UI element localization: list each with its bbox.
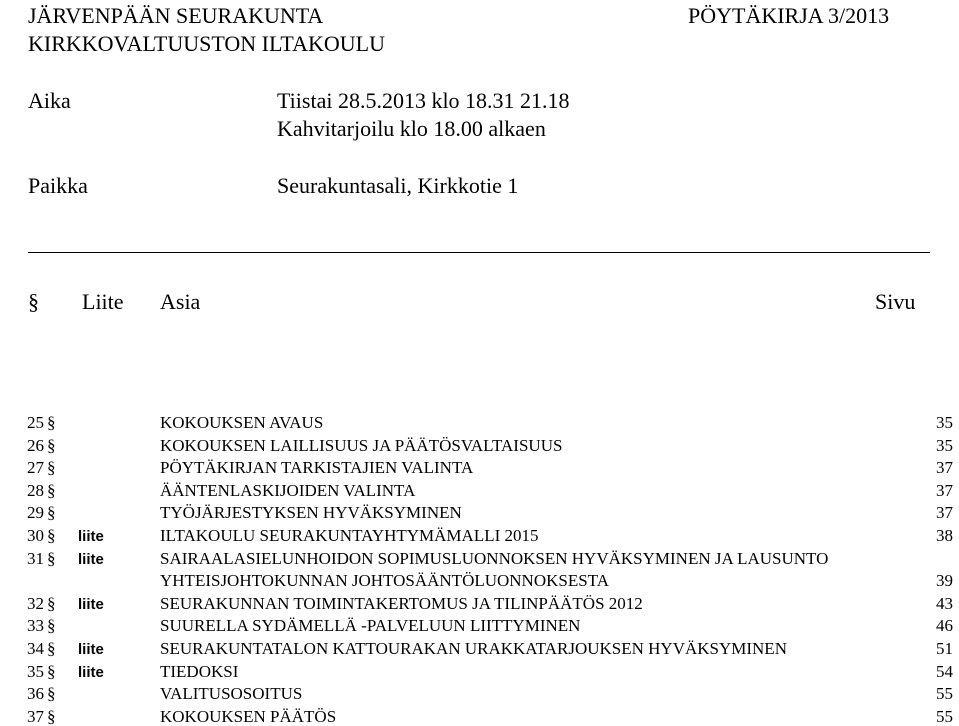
item-number: 27 [27, 458, 44, 478]
item-number: 29 [27, 503, 44, 523]
place-label: Paikka [28, 173, 88, 198]
table-row [27, 458, 953, 478]
table-row [27, 503, 953, 523]
section-symbol: § [47, 435, 56, 455]
item-page: 39 [936, 571, 953, 591]
time-label: Aika [28, 88, 71, 113]
item-number: 36 [27, 684, 44, 704]
column-header-topic: Asia [160, 289, 201, 314]
table-row [27, 639, 953, 659]
table-row [27, 436, 953, 456]
document-title: PÖYTÄKIRJA 3/2013 [688, 3, 890, 28]
item-number: 26 [27, 435, 44, 455]
section-symbol: § [47, 661, 56, 681]
item-title: PÖYTÄKIRJAN TARKISTAJIEN VALINTA [160, 458, 474, 478]
item-number: 33 [27, 616, 44, 636]
item-number: 34 [27, 639, 44, 658]
item-page: 51 [936, 639, 953, 658]
attachment-marker: liite [78, 595, 104, 613]
section-symbol: § [47, 639, 56, 658]
item-page: 54 [936, 661, 953, 681]
item-title: KOKOUKSEN AVAUS [160, 413, 324, 432]
attachment-marker: liite [78, 528, 104, 545]
item-title: ILTAKOULU SEURAKUNTAYHTYMÄMALLI 2015 [160, 526, 539, 545]
column-header-section: § [28, 289, 39, 314]
table-row [27, 526, 953, 546]
section-symbol: § [47, 503, 56, 523]
item-title: YHTEISJOHTOKUNNAN JOHTOSÄÄNTÖLUONNOKSESTA [160, 571, 609, 591]
item-page: 37 [936, 458, 953, 478]
item-title: VALITUSOSOITUS [160, 684, 303, 704]
item-number: 32 [27, 593, 44, 613]
item-title: TIEDOKSI [160, 661, 239, 681]
table-row [27, 684, 953, 704]
attachment-marker: liite [78, 663, 104, 681]
item-number: 28 [27, 480, 44, 500]
table-row [27, 481, 953, 501]
table-row [27, 413, 953, 433]
time-value: Tiistai 28.5.2013 klo 18.31 21.18 [277, 88, 570, 113]
organization-name: JÄRVENPÄÄN SEURAKUNTA [28, 3, 324, 28]
item-title: SUURELLA SYDÄMELLÄ -PALVELUUN LIITTYMINEN [160, 616, 581, 636]
item-title: KOKOUKSEN PÄÄTÖS [160, 706, 337, 726]
column-header-page: Sivu [875, 289, 916, 314]
item-page: 38 [936, 526, 953, 545]
section-symbol: § [47, 458, 56, 478]
item-page: 35 [936, 435, 953, 455]
table-row [27, 707, 953, 726]
section-symbol: § [47, 480, 56, 500]
meeting-name: KIRKKOVALTUUSTON ILTAKOULU [28, 31, 385, 56]
table-row [27, 662, 953, 682]
item-number: 35 [27, 661, 44, 681]
item-title: SEURAKUNTATALON KATTOURAKAN URAKKATARJOUKSEN HYVÄKSYMINEN [160, 639, 787, 658]
item-number: 30 [27, 526, 44, 545]
item-title: SEURAKUNNAN TOIMINTAKERTOMUS JA TILINPÄÄTÖS 2012 [160, 593, 643, 613]
place-value: Seurakuntasali, Kirkkotie 1 [277, 173, 519, 198]
item-page: 55 [936, 684, 953, 704]
section-symbol: § [47, 706, 56, 726]
section-symbol: § [47, 593, 56, 613]
item-number: 25 [27, 413, 44, 432]
item-page: 55 [936, 706, 953, 726]
item-title: KOKOUKSEN LAILLISUUS JA PÄÄTÖSVALTAISUUS [160, 435, 563, 455]
item-page: 37 [936, 503, 953, 523]
section-symbol: § [47, 548, 56, 568]
item-page: 35 [936, 413, 953, 432]
item-number: 37 [27, 706, 44, 726]
item-page: 37 [936, 480, 953, 500]
section-symbol: § [47, 526, 56, 545]
table-row [27, 594, 953, 614]
column-header-attachment: Liite [82, 289, 124, 314]
attachment-marker: liite [78, 550, 104, 568]
table-row [27, 549, 953, 569]
item-title: SAIRAALASIELUNHOIDON SOPIMUSLUONNOKSEN HYVÄKSYMINEN JA LAUSUNTO [160, 548, 829, 568]
item-title: ÄÄNTENLASKIJOIDEN VALINTA [160, 480, 416, 500]
table-row [27, 571, 953, 591]
section-symbol: § [47, 616, 56, 636]
section-symbol: § [47, 413, 56, 432]
section-symbol: § [47, 684, 56, 704]
item-page: 43 [936, 593, 953, 613]
attachment-marker: liite [78, 641, 104, 658]
item-page: 46 [936, 616, 953, 636]
coffee-value: Kahvitarjoilu klo 18.00 alkaen [277, 116, 546, 141]
table-row [27, 616, 953, 636]
divider-line [28, 252, 930, 253]
item-title: TYÖJÄRJESTYKSEN HYVÄKSYMINEN [160, 503, 462, 523]
item-number: 31 [27, 548, 44, 568]
